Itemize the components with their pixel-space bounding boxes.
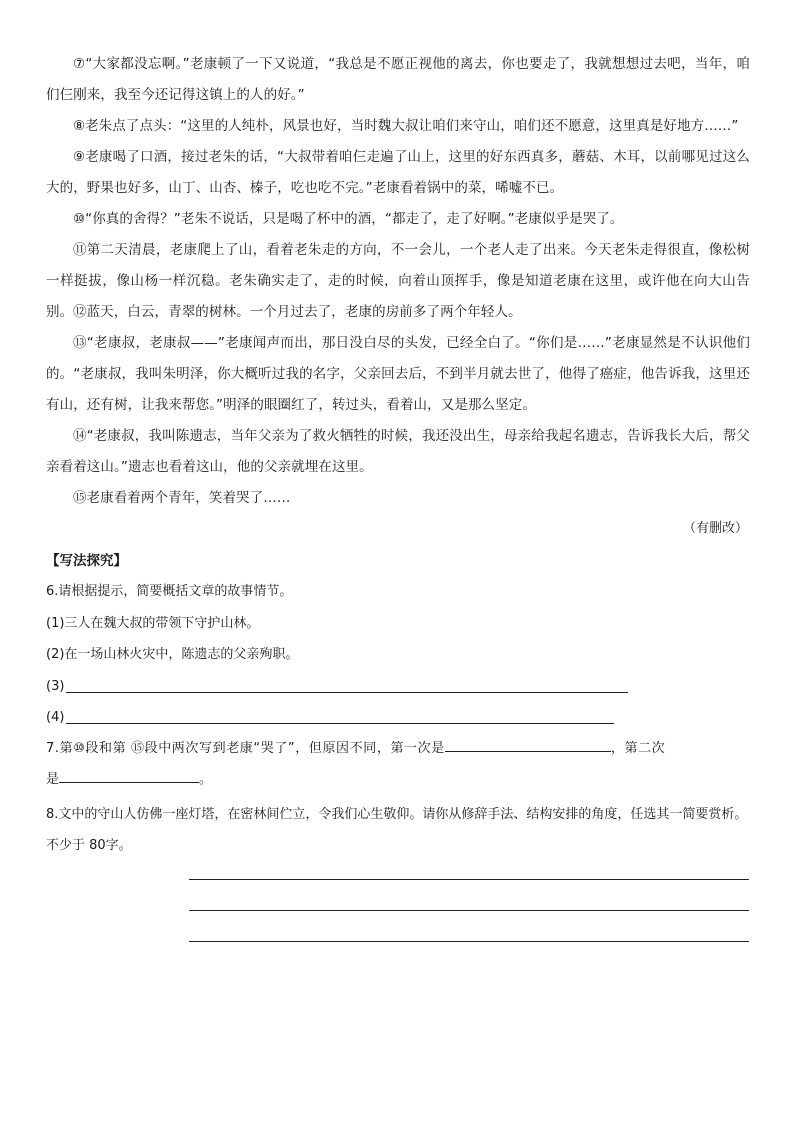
question-8-answer-line-1[interactable] xyxy=(189,879,749,880)
question-8-prompt: 8.文中的守山人仿佛一座灯塔，在密林间伫立，令我们心生敬仰。请你从修辞手法、结构安排的角度，任选其一简要赏析。不少于 80字。 xyxy=(46,807,748,853)
section-title: 【写法探究】 xyxy=(46,553,127,569)
question-6-answer-line-3[interactable] xyxy=(66,692,628,693)
question-6-answer-line-4[interactable] xyxy=(66,723,614,724)
question-7-cont: 是 。 xyxy=(46,768,750,792)
paragraph-11: ⑪第二天清晨，老康爬上了山，看着老朱走的方向，不一会儿，一个老人走了出来。今天老朱走得很直，像松树一样挺拔，像山杨一样沉稳。老朱确实走了，走的时候，向着山顶挥手，像是知道老康在这里，或许他在向大山告别。 xyxy=(46,242,750,320)
paragraph-14: ⑭“老康叔，我叫陈遗志，当年父亲为了救火牺牲的时候，我还没出生，母亲给我起名遗志，告诉我长大后，帮父亲看着这山。”遗志也看着这山，他的父亲就埋在这里。 xyxy=(46,428,750,475)
paragraph-10: ⑩“你真的舍得？”老朱不说话，只是喝了杯中的酒，“都走了，走了好啊。”老康似乎是哭了。 xyxy=(73,211,624,227)
question-8-answer-line-3[interactable] xyxy=(189,941,749,942)
question-7-blank-2[interactable] xyxy=(59,768,199,783)
paragraph-7: ⑦“大家都没忘啊。”老康顿了一下又说道，“我总是不愿正视他的离去，你也要走了，我就想想过去吧，当年，咱们仨刚来，我至今还记得这镇上的人的好。” xyxy=(46,56,750,103)
question-8-answer-line-2[interactable] xyxy=(189,910,749,911)
question-6-blank-4-label: (4) xyxy=(46,710,65,725)
paragraph-12: ⑫蓝天，白云，青翠的树林。一个月过去了，老康的房前多了两个年轻人。 xyxy=(73,304,522,320)
question-6-blank-3-label: (3) xyxy=(46,679,65,694)
question-6-hint-1: (1)三人在魏大叔的带领下守护山林。 xyxy=(46,616,260,631)
question-7: 7.第⑩段和第 ⑮段中两次写到老康“哭了”，但原因不同，第一次是 ，第二次 xyxy=(46,737,750,761)
paragraph-13: ⑬“老康叔，老康叔——”老康闻声而出，那日没白尽的头发，已经全白了。“你们是……”老康显然是不认识他们的。“老康叔，我叫朱明泽，你大概听过我的名字，父亲回去后，不到半月就去世了，他得了癌症，他告诉我，这里还有山，还有树，让我来帮您。”明泽的眼圈红了，转过头，看着山，又是那么坚定。 xyxy=(46,335,751,413)
revision-note: （有删改） xyxy=(682,521,748,536)
question-6-hint-2: (2)在一场山林火灾中，陈遗志的父亲殉职。 xyxy=(46,647,299,662)
paragraph-8: ⑧老朱点了点头：“这里的人纯朴，风景也好，当时魏大叔让咱们来守山，咱们还不愿意，这里真是好地方……” xyxy=(73,118,739,134)
paragraph-15: ⑮老康看着两个青年，笑着哭了…… xyxy=(73,490,291,506)
question-7-blank-1[interactable] xyxy=(445,737,611,752)
question-6-prompt: 6.请根据提示，简要概括文章的故事情节。 xyxy=(46,584,293,599)
paragraph-9: ⑨老康喝了口酒，接过老朱的话，“大叔带着咱仨走遍了山上，这里的好东西真多，蘑菇、木耳，以前哪见过这么大的，野果也好多，山丁、山杏、榛子，吃也吃不完。”老康看着锅中的菜，唏嘘不已。 xyxy=(46,149,750,196)
